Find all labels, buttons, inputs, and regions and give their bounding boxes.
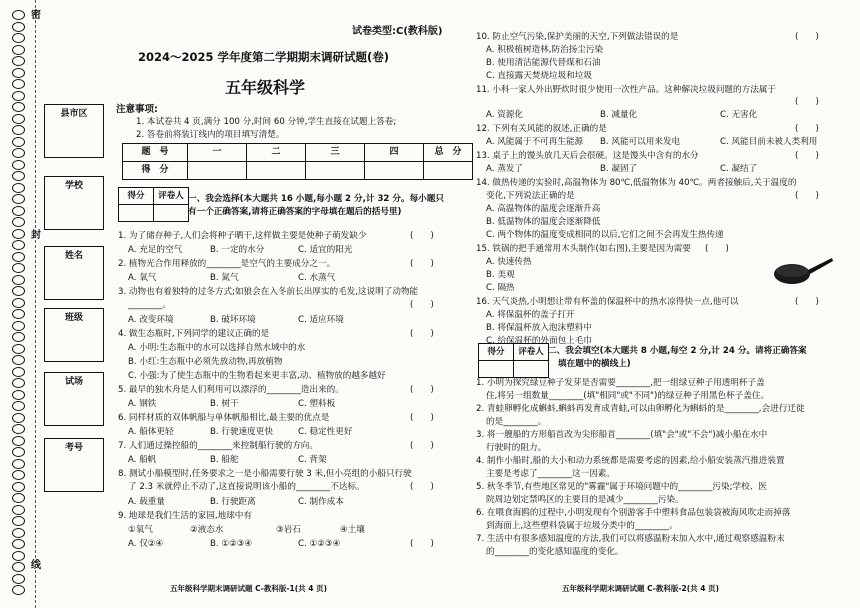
binding-hole [12, 332, 25, 342]
binding-hole [12, 252, 25, 262]
option: C. 稳定性更好 [298, 427, 353, 437]
question-11: 11. 小科一家人外出野炊时很少使用一次性产品。这种解决垃圾问题的方法属于 [476, 85, 776, 95]
fill-line: 3. 将一艘船的方形船首改为尖形船首________(填"会"或"不会")减小船在水中 [476, 430, 768, 440]
question-13: 13. 桌子上的馒头放几天后会很硬。这是馒头中含有的水分 [476, 151, 699, 161]
county-field[interactable] [44, 104, 104, 158]
binding-hole [12, 574, 25, 584]
grader-cell[interactable] [119, 205, 154, 222]
option: C. 小强:为了使生态瓶中的生物看起来更丰富,动、植物放的越多越好 [128, 371, 386, 381]
binding-hole [12, 160, 25, 170]
option: A. 充足的空气 [128, 245, 183, 255]
binding-hole [12, 378, 25, 388]
binding-hole [12, 91, 25, 101]
binding-hole [12, 79, 25, 89]
binding-hole [12, 482, 25, 492]
subject-title: 五年级科学 [225, 78, 306, 97]
fill-line: 的________的变化感知温度的变化。 [486, 547, 624, 557]
score-head: 题 号 [123, 144, 188, 162]
score-row-label: 得 分 [123, 162, 188, 180]
binding-hole [12, 275, 25, 285]
binding-hole [12, 102, 25, 112]
binding-hole [12, 10, 25, 20]
question-3: 3. 动物也有着独特的过冬方式;如狼会在入冬前长出厚实的毛发,这说明了动物能 [118, 287, 419, 297]
answer-paren[interactable]: ( ) [705, 244, 729, 254]
answer-paren[interactable]: ( ) [410, 231, 434, 241]
option: C. 塑料板 [298, 399, 336, 409]
question-5: 5. 最早的独木舟是人们利用可以漂浮的________造出来的。 [118, 385, 344, 395]
fill-line: 4. 制作小船时,船的大小和动力系统都是需要考虑的因素,给小船安装蒸汽推进装置 [476, 456, 785, 466]
binding-hole [12, 401, 25, 411]
seal-char: 密 [31, 10, 41, 21]
score-table [122, 143, 473, 180]
exam-room-label: 试场 [64, 377, 83, 387]
section2-heading: 二、我会填空(本大题共 8 小题,每空 2 分,计 24 分。请将正确答案 [548, 346, 807, 356]
question-15: 15. 铁锅的把手通常用木头制作(如右图),主要是因为需要 [476, 244, 691, 254]
question-14-cont: 变化,下列说法正确的是 [486, 191, 575, 201]
paper-type: 试卷类型:C(教科版) [352, 26, 443, 37]
option: C. 适宜的阳光 [298, 245, 353, 255]
binding-hole [12, 45, 25, 55]
option: B. 减量化 [600, 110, 638, 120]
binding-hole [12, 413, 25, 423]
option: C. 适应环境 [298, 315, 344, 325]
fill-line: 的是________。 [486, 417, 547, 427]
notes-title: 注意事项: [116, 104, 158, 115]
binding-holes [12, 10, 30, 600]
question-4: 4. 做生态瓶时,下列同学的建议正确的是 [118, 329, 270, 339]
option: A. 将保温杯的盖子打开 [486, 310, 575, 320]
q9-item: ①氧气 [128, 525, 153, 535]
question-8: 8. 测试小船模型时,任务要求之一是小船需要行驶 3 米,但小亮组的小船只行驶 [118, 469, 412, 479]
option: B. 树干 [210, 399, 239, 409]
answer-paren[interactable]: ( ) [410, 539, 434, 549]
option: A. 快速传热 [486, 257, 532, 267]
county-label: 县市区 [60, 109, 88, 119]
option: C. 无害化 [720, 110, 758, 120]
binding-hole [12, 263, 25, 273]
school-label: 学校 [64, 181, 83, 191]
class-label: 班级 [64, 313, 83, 323]
option: B. 行驶速度更快 [210, 427, 273, 437]
fill-line: 5. 秋冬季节,有些地区常见的"雾霾"属于环境问题中的________污染;学校、医 [476, 482, 767, 492]
school-field[interactable] [44, 176, 104, 230]
binding-hole [12, 367, 25, 377]
page-title: 2024～2025 学年度第二学期期末调研试题(卷) [138, 50, 390, 64]
score-head: 一 [188, 144, 247, 162]
fill-line: 1. 小明为探究绿豆种子发芽是否需要________,把一组绿豆种子用透明杯子盖 [476, 378, 765, 388]
question-7: 7. 人们通过操控船的________来控制船行驶的方向。 [118, 441, 318, 451]
footer-right: 五年级科学期末调研试题 C-教科版-2(共 4 页) [562, 584, 720, 593]
option: B. 船舵 [210, 455, 239, 465]
binding-hole [12, 309, 25, 319]
option: C. 直接露天焚烧垃圾和垃圾 [486, 71, 592, 81]
option: B. 一定的水分 [210, 245, 265, 255]
question-12: 12. 下列有关风能的叙述,正确的是 [476, 124, 607, 134]
q9-item: ④土壤 [340, 525, 365, 535]
binding-hole [12, 539, 25, 549]
grader-cell[interactable] [154, 205, 189, 222]
binding-hole [12, 505, 25, 515]
score-cell[interactable] [247, 162, 306, 180]
score-cell[interactable] [306, 162, 365, 180]
score-head: 三 [306, 144, 365, 162]
grader-label: 评卷人 [514, 344, 549, 361]
option: B. 氮气 [210, 273, 239, 283]
option: C. 隔热 [486, 283, 515, 293]
binding-hole [12, 22, 25, 32]
answer-paren[interactable]: ( ) [410, 413, 434, 423]
binding-hole [12, 390, 25, 400]
question-14: 14. 做热传递的实验时,高温物体为 80℃,低温物体为 40℃。两者接触后,关于温度的 [476, 178, 797, 188]
option: A. 风能属于不可再生能源 [486, 137, 584, 147]
question-2: 2. 植物光合作用释放的________是空气的主要成分之一。 [118, 259, 336, 269]
exam-number-field[interactable] [44, 438, 104, 492]
name-field[interactable] [44, 246, 104, 300]
binding-hole [12, 493, 25, 503]
option: B. 行驶距离 [210, 497, 256, 507]
option: C. 凝结了 [720, 164, 758, 174]
answer-paren[interactable]: ( ) [795, 151, 819, 161]
option: B. ①②③④ [210, 539, 253, 549]
binding-hole [12, 551, 25, 561]
option: B. 破坏环境 [210, 315, 256, 325]
option: B. 凝固了 [600, 164, 638, 174]
option: C. 背架 [298, 455, 327, 465]
binding-hole [12, 183, 25, 193]
answer-paren[interactable]: ( ) [410, 441, 434, 451]
binding-hole [12, 516, 25, 526]
score-cell[interactable] [424, 162, 473, 180]
section1-heading: 一、我会选择(本大题共 16 小题,每小题 2 分,计 32 分。每小题只 [188, 194, 444, 204]
answer-paren[interactable]: ( ) [410, 259, 434, 269]
binding-margin [0, 0, 112, 608]
binding-hole [12, 321, 25, 331]
question-1: 1. 为了储存种子,人们会将种子晒干,这样做主要是使种子萌发缺少 [118, 231, 367, 241]
score-cell[interactable] [365, 162, 424, 180]
section2-heading: 填在题中的横线上) [558, 359, 631, 369]
binding-hole [12, 470, 25, 480]
option: A. 积极植树造林,防治扬尘污染 [486, 45, 604, 55]
answer-paren[interactable]: ( ) [410, 482, 434, 492]
binding-hole [12, 355, 25, 365]
option: B. 低温物体的温度会逐渐降低 [486, 217, 601, 227]
option: B. 将保温杯放入泡沫塑料中 [486, 323, 592, 333]
binding-hole [12, 148, 25, 158]
score-cell[interactable] [188, 162, 247, 180]
binding-hole [12, 217, 25, 227]
score-head: 总 分 [424, 144, 473, 162]
fill-line: 6. 在喂食海鸥的过程中,小明发现有个别游客手中塑料食品包装袋被海风吹走而掉落 [476, 508, 791, 518]
option: A. 钢铁 [128, 399, 157, 409]
grader-label: 评卷人 [154, 188, 189, 205]
question-6: 6. 同样材质的双体帆船与单体帆船相比,最主要的优点是 [118, 413, 330, 423]
option: C. ①②③④ [298, 539, 341, 549]
binding-hole [12, 194, 25, 204]
binding-hole [12, 114, 25, 124]
binding-hole [12, 447, 25, 457]
question-3-cont: ________。 [128, 300, 171, 310]
option: A. 仅②④ [128, 539, 164, 549]
exam-number-label: 考号 [64, 443, 83, 453]
grader-score-label: 得分 [119, 188, 154, 205]
option: C. 给保温杯的外面包上毛巾 [486, 336, 592, 346]
question-16: 16. 天气炎热,小明想让带有杯盖的保温杯中的热水凉得快一点,他可以 [476, 297, 739, 307]
option: C. 风能目前未被人类利用 [720, 137, 818, 147]
binding-hole [12, 240, 25, 250]
option: A. 船帆 [128, 455, 157, 465]
answer-paren[interactable]: ( ) [795, 297, 819, 307]
option: A. 载重量 [128, 497, 165, 507]
binding-hole [12, 171, 25, 181]
fill-line: 到海面上,这些塑料袋属于垃圾分类中的________。 [486, 521, 678, 531]
option: C. 两个物体的温度变成相同的以后,它们之间不会再发生热传递 [486, 230, 724, 240]
option: A. 蒸发了 [486, 164, 523, 174]
binding-hole [12, 585, 25, 595]
binding-hole [12, 298, 25, 308]
question-8-cont: 了 2.3 米就停止不动了,这直接说明该小船的________不达标。 [128, 482, 365, 492]
binding-hole [12, 125, 25, 135]
binding-hole [12, 56, 25, 66]
score-head: 二 [247, 144, 306, 162]
answer-paren[interactable]: ( ) [410, 385, 434, 395]
fill-line: 7. 生活中有很多感知温度的方法,我们可以将感温粉末加入水中,通过观察感温粉末 [476, 534, 785, 544]
grader-table-2 [478, 343, 549, 378]
class-field[interactable] [44, 308, 104, 362]
fill-line: 2. 青蛙卵孵化成蝌蚪,蝌蚪再发育成青蛙,可以由卵孵化为蝌蚪的是________,会进行迁徙 [476, 404, 805, 414]
answer-paren[interactable]: ( ) [795, 124, 819, 134]
name-label: 姓名 [64, 251, 83, 261]
frying-pan-icon [772, 250, 834, 292]
answer-paren[interactable]: ( ) [795, 97, 819, 107]
binding-hole [12, 344, 25, 354]
exam-room-field[interactable] [44, 372, 104, 426]
binding-hole [12, 137, 25, 147]
option: A. 氧气 [128, 273, 157, 283]
fill-line: 主要是考虑了________这一因素。 [486, 469, 615, 479]
score-head: 四 [365, 144, 424, 162]
footer-left: 五年级科学期末调研试题 C-教科版-1(共 4 页) [170, 584, 328, 593]
fill-line: 住,将另一组数量________(填"相同"或"不同")的绿豆种子用黑色杯子盖住。 [486, 391, 770, 401]
binding-hole [12, 562, 25, 572]
q9-item: ③岩石 [276, 525, 301, 535]
binding-hole [12, 286, 25, 296]
option: C. 水蒸气 [298, 273, 336, 283]
option: C. 制作成本 [298, 497, 344, 507]
grader-cell[interactable] [479, 361, 514, 378]
binding-hole [12, 229, 25, 239]
note-item: 2. 答卷前将装订线内的项目填写清楚。 [136, 130, 285, 140]
seal-char: 线 [31, 560, 41, 571]
note-item: 1. 本试卷共 4 页,满分 100 分,时间 60 分钟,学生直接在试题上答卷; [136, 117, 397, 127]
fill-line: 院周边划定禁鸣区的主要目的是减少________污染。 [486, 495, 684, 505]
answer-paren[interactable]: ( ) [795, 32, 819, 42]
option: A. 资源化 [486, 110, 523, 120]
option: B. 小红:生态瓶中必须先放动物,再放植物 [128, 357, 283, 367]
binding-hole [12, 528, 25, 538]
option: A. 小明:生态瓶中的水可以选择自然水域中的水 [128, 343, 306, 353]
fill-line: 行驶时的阻力。 [486, 443, 547, 453]
binding-hole [12, 424, 25, 434]
answer-paren[interactable]: ( ) [410, 300, 434, 310]
question-9: 9. 地球是我们生活的家园,地球中有 [118, 511, 252, 521]
grader-score-label: 得分 [479, 344, 514, 361]
grader-table [118, 187, 189, 222]
section1-heading: 有一个正确答案,请将正确答案的字母填在题后的括号里) [188, 207, 402, 217]
binding-hole [12, 33, 25, 43]
option: B. 美观 [486, 270, 515, 280]
option: A. 船体更轻 [128, 427, 174, 437]
answer-paren[interactable]: ( ) [795, 191, 819, 201]
grader-cell[interactable] [514, 361, 549, 378]
question-10: 10. 防止空气污染,保护美丽的天空,下列做法错误的是 [476, 32, 679, 42]
option: A. 改变环境 [128, 315, 174, 325]
binding-hole [12, 436, 25, 446]
binding-hole [12, 206, 25, 216]
binding-hole [12, 68, 25, 78]
option: B. 使用清洁能源代替煤和石油 [486, 58, 601, 68]
binding-hole [12, 459, 25, 469]
option: A. 高温物体的温度会逐渐升高 [486, 204, 601, 214]
option: B. 风能可以用来发电 [600, 137, 681, 147]
answer-paren[interactable]: ( ) [410, 329, 434, 339]
seal-char: 封 [31, 230, 41, 241]
seal-line [35, 0, 36, 608]
q9-item: ②液态水 [190, 525, 224, 535]
